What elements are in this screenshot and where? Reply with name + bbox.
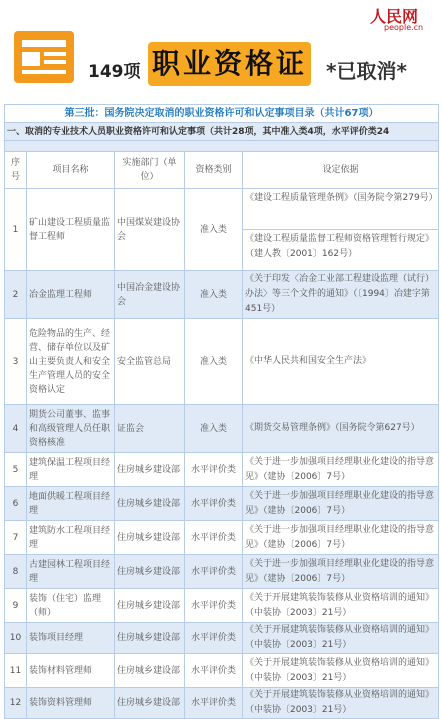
row-number: 7 [5, 521, 27, 555]
qualification-type: 水平评价类 [185, 521, 243, 555]
department: 住房城乡建设部 [115, 453, 185, 487]
blank-row [5, 141, 439, 152]
header [0, 0, 442, 100]
row-number: 2 [5, 271, 27, 319]
table-row [5, 589, 439, 623]
legal-basis: 《关于开展建筑装饰装修从业资格培训的通知》（中装协〔2003〕21号） [243, 688, 439, 719]
project-name: 装饰材料管理师 [27, 654, 115, 688]
table-title: 第三批：国务院决定取消的职业资格许可和认定事项目录（共计67项） [5, 105, 439, 123]
project-name: 建筑保温工程项目经理 [27, 453, 115, 487]
qualification-type: 水平评价类 [185, 688, 243, 719]
row-number: 3 [5, 319, 27, 405]
project-name: 装饰（住宅）监理（师） [27, 589, 115, 623]
project-name: 冶金监理工程师 [27, 271, 115, 319]
qualification-type: 准入类 [185, 271, 243, 319]
row-number: 1 [5, 189, 27, 271]
table-row [5, 405, 439, 453]
col-header: 实施部门（单位） [115, 152, 185, 189]
qualification-type: 准入类 [185, 405, 243, 453]
col-header: 资格类别 [185, 152, 243, 189]
qualification-table [4, 104, 439, 719]
project-name: 装饰资料管理师 [27, 688, 115, 719]
table-row [5, 319, 439, 405]
qualification-type: 准入类 [185, 189, 243, 271]
brand-logo: 人民网 [370, 7, 419, 26]
project-name: 建筑防水工程项目经理 [27, 521, 115, 555]
legal-basis: 《期货交易管理条例》（国务院令第627号） [243, 405, 439, 453]
qualification-type: 水平评价类 [185, 654, 243, 688]
table-row [5, 453, 439, 487]
project-name: 古建园林工程项目经理 [27, 555, 115, 589]
row-number: 4 [5, 405, 27, 453]
department: 住房城乡建设部 [115, 688, 185, 719]
legal-basis: 《关于进一步加强项目经理职业化建设的指导意见》（建协〔2006〕7号） [243, 555, 439, 589]
table-row [5, 688, 439, 719]
department: 中国冶金建设协会 [115, 271, 185, 319]
department: 住房城乡建设部 [115, 521, 185, 555]
document-icon [14, 31, 74, 83]
col-header: 序号 [5, 152, 27, 189]
qualification-type: 水平评价类 [185, 453, 243, 487]
row-number: 5 [5, 453, 27, 487]
legal-basis: 《建设工程质量监督工程师资格管理暂行规定》（建人教〔2001〕162号） [245, 234, 435, 259]
item-count: 149项 [88, 62, 141, 82]
table-row [5, 555, 439, 589]
legal-basis: 《中华人民共和国安全生产法》 [243, 319, 439, 405]
row-number: 10 [5, 623, 27, 654]
legal-basis: 《关于开展建筑装饰装修从业资格培训的通知》（中装协〔2003〕21号） [243, 589, 439, 623]
department: 住房城乡建设部 [115, 654, 185, 688]
project-name: 期货公司董事、监事和高级管理人员任职资格核准 [27, 405, 115, 453]
basis-cell [243, 189, 439, 271]
table-row [5, 189, 439, 271]
row-number: 11 [5, 654, 27, 688]
row-number: 6 [5, 487, 27, 521]
table-row [5, 521, 439, 555]
row-number: 9 [5, 589, 27, 623]
qualification-type: 水平评价类 [185, 589, 243, 623]
department: 住房城乡建设部 [115, 487, 185, 521]
legal-basis: 《关于进一步加强项目经理职业化建设的指导意见》（建协〔2006〕7号） [243, 453, 439, 487]
qualification-type: 水平评价类 [185, 623, 243, 654]
cancelled-label: *已取消* [326, 59, 407, 83]
project-name: 地面供暖工程项目经理 [27, 487, 115, 521]
qualification-type: 水平评价类 [185, 555, 243, 589]
legal-basis: 《关于进一步加强项目经理职业化建设的指导意见》（建协〔2006〕7号） [243, 487, 439, 521]
department: 中国煤炭建设协会 [115, 189, 185, 271]
row-number: 8 [5, 555, 27, 589]
department: 安全监管总局 [115, 319, 185, 405]
project-name: 危险物品的生产、经营、储存单位以及矿山主要负责人和安全生产管理人员的安全资格认定 [27, 319, 115, 405]
department: 住房城乡建设部 [115, 623, 185, 654]
brand-url: people.cn [384, 23, 424, 32]
project-name: 矿山建设工程质量监督工程师 [27, 189, 115, 271]
project-name: 装饰项目经理 [27, 623, 115, 654]
table-row [5, 271, 439, 319]
legal-basis: 《关于进一步加强项目经理职业化建设的指导意见》（建协〔2006〕7号） [243, 521, 439, 555]
table-subtitle: 一、取消的专业技术人员职业资格许可和认定事项（共计28项，其中准入类4项，水平评价类24 [5, 123, 439, 141]
department: 证监会 [115, 405, 185, 453]
table-row [5, 487, 439, 521]
table-header [5, 152, 439, 189]
col-header: 项目名称 [27, 152, 115, 189]
department: 住房城乡建设部 [115, 589, 185, 623]
legal-basis: 《建设工程质量管理条例》（国务院令第279号） [243, 189, 438, 230]
table-row [5, 654, 439, 688]
col-header: 设定依据 [243, 152, 439, 189]
legal-basis: 《关于印发〈冶金工业部工程建设监理（试行）办法〉等三个文件的通知》（〔1994〕冶建字第451号） [243, 271, 439, 319]
department: 住房城乡建设部 [115, 555, 185, 589]
row-number: 12 [5, 688, 27, 719]
legal-basis: 《关于开展建筑装饰装修从业资格培训的通知》（中装协〔2003〕21号） [243, 623, 439, 654]
legal-basis: 《关于开展建筑装饰装修从业资格培训的通知》（中装协〔2003〕21号） [243, 654, 439, 688]
page-title: 职业资格证 [148, 42, 311, 86]
qualification-type: 准入类 [185, 319, 243, 405]
table-row [5, 623, 439, 654]
qualification-type: 水平评价类 [185, 487, 243, 521]
